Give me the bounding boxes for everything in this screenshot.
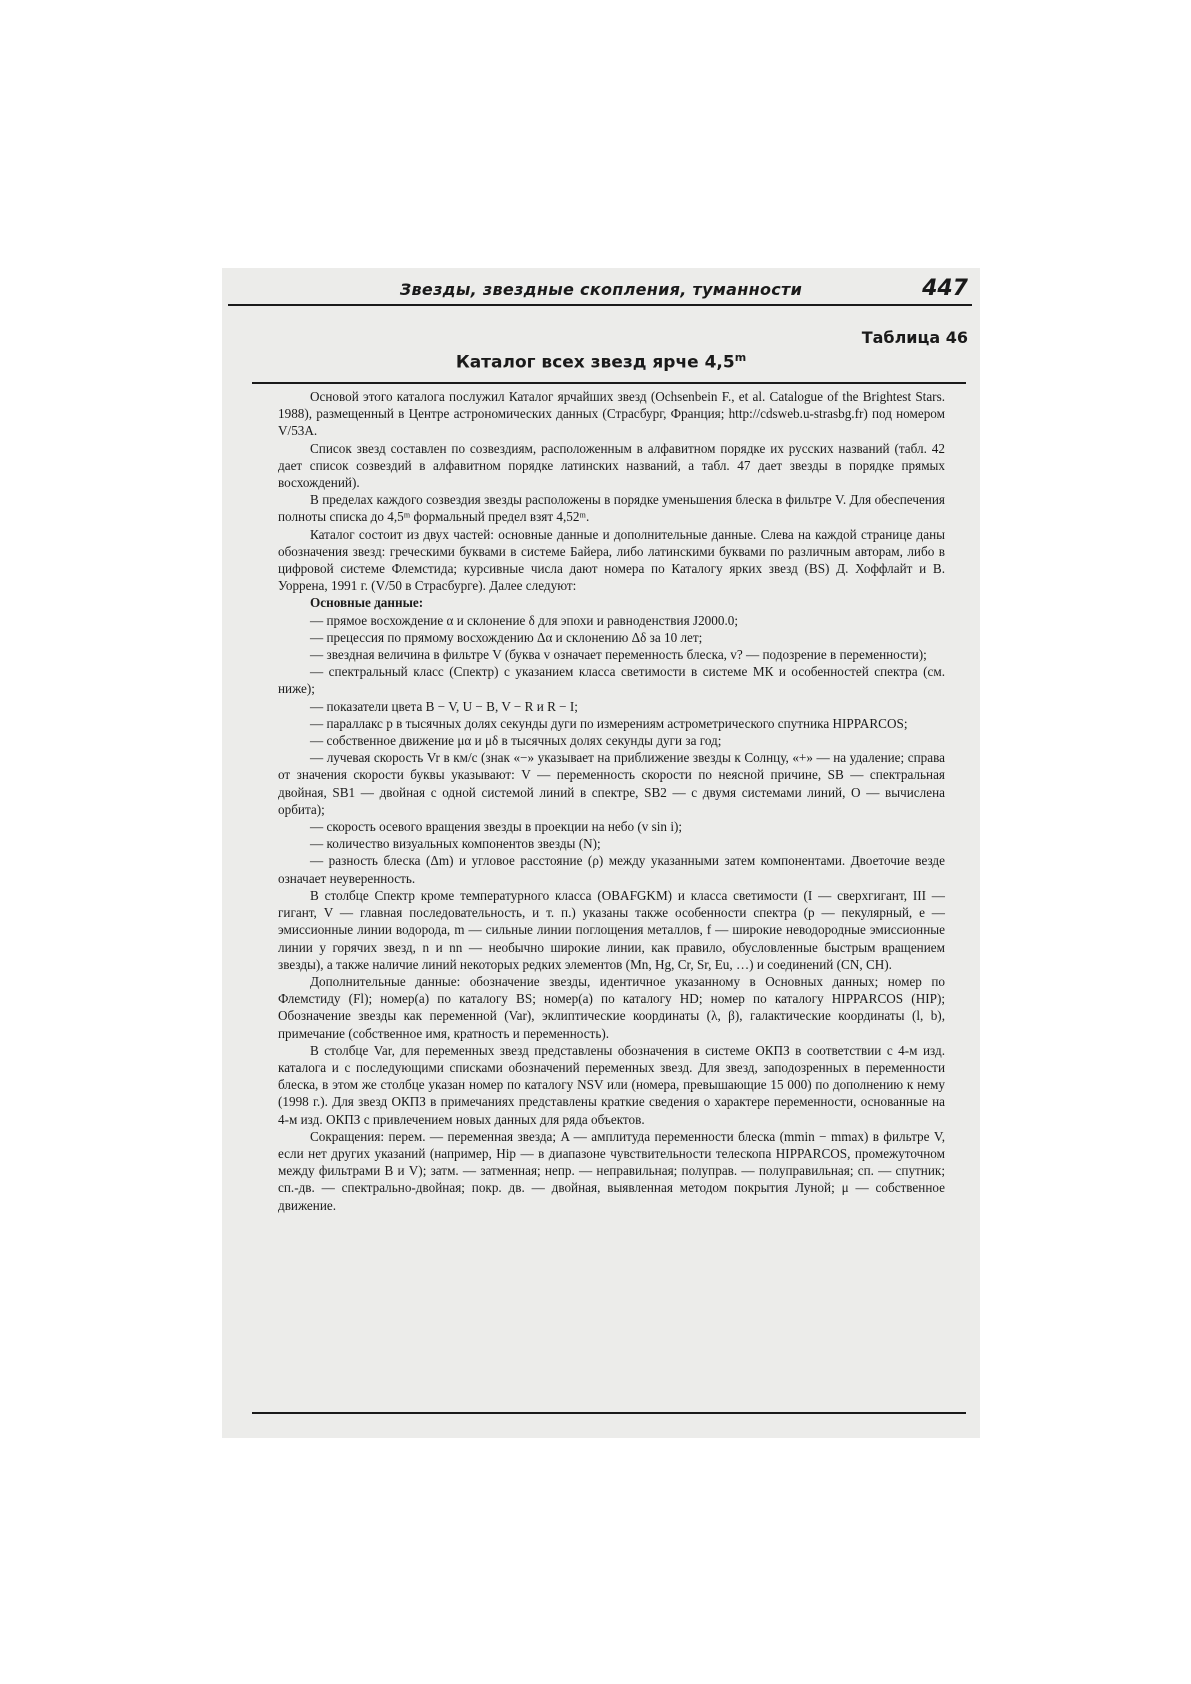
list-item: — звездная величина в фильтре V (буква v означает переменность блеска, v? — подозрение в переменности); [310, 647, 927, 663]
list-item: — лучевая скорость Vr в км/с (знак «−» указывает на приближение звезды к Солнцу, «+» — на удаление; справа от значения скорости буквы указывают: V — переменность скорости по неясной причине, SB — спектральная двойная, SB1 — двойная с одной системой линий в спектре, SB2 — с двумя системами линий, O — вычислена орбита); [278, 750, 945, 817]
book-page [222, 268, 980, 1438]
table-title-superscript: m [734, 351, 747, 364]
list-item: — показатели цвета B − V, U − B, V − R и R − I; [310, 698, 578, 714]
list-item: — собственное движение μα и μδ в тысячных долях секунды дуги за год; [310, 733, 722, 749]
list-item: — скорость осевого вращения звезды в проекции на небо (v sin i); [310, 819, 683, 835]
table-label: Таблица 46 [861, 328, 968, 347]
paragraph-additional-data: Дополнительные данные: обозначение звезды, идентичное указанному в Основных данных; номер по Флемстиду (Fl); номер(а) по каталогу BS; номер(а) по каталогу HD; номер по каталогу HIPPARCOS (HIP); Обозначение звезды как переменной (Var), эклиптические координаты (λ, β), галактические координаты (l, b), примечание (собственное имя, кратность и переменность). [278, 973, 945, 1041]
table-title [222, 351, 980, 373]
paragraph-order: Список звезд составлен по созвездиям, расположенным в алфавитном порядке их русских названий (табл. 42 дает список созвездий в алфавитном порядке латинских названий, а табл. 47 дает звезды в порядке прямых восхождений). [278, 440, 945, 491]
paragraph-spectrum: В столбце Спектр кроме температурного класса (OBAFGKM) и класса светимости (I — сверхгигант, III — гигант, V — главная последовательность, и т. п.) указаны также особенности спектра (p — пекулярный, e — эмиссионные линии водорода, m — сильные линии поглощения металлов, f — широкие неводородные эмиссионные линии у горячих звезд, n и nn — необычно широкие линии, как правило, обусловленные быстрым вращением звезды), а также наличие линий некоторых редких элементов (Mn, Hg, Cr, Sr, Eu, …) и соединений (CN, CH). [278, 887, 945, 972]
list-item: — прямое восхождение α и склонение δ для эпохи и равноденствия J2000.0; [310, 612, 738, 628]
bottom-rule [252, 1412, 966, 1414]
paragraph-intro: Основой этого каталога послужил Каталог ярчайших звезд (Ochsenbein F., et al. Catalogue of the Brightest Stars. 1988), размещенный в Центре астрономических данных (Страсбург, Франция; http://cdsweb.u-strasbg.fr) под номером V/53A. [278, 389, 945, 439]
running-title: Звезды, звездные скопления, туманности [399, 280, 803, 299]
list-item: — количество визуальных компонентов звезды (N); [310, 836, 601, 852]
paragraph-abbreviations: Сокращения: перем. — переменная звезда; A — амплитуда переменности блеска (mmin − mmax) в фильтре V, если нет других указаний (например, Hip — в диапазоне чувствительности телескопа HIPPARCOS, промежуточном между фильтрами B и V); затм. — затменная; непр. — неправильная; полуправ. — полуправильная; сп. — спутник; сп.-дв. — спектрально-двойная; покр. дв. — двойная, выявленная методом покрытия Луной; μ — собственное движение. [278, 1128, 945, 1213]
body-text [278, 388, 945, 1214]
table-title-text: Каталог всех звезд ярче 4,5 [455, 352, 735, 373]
page-number: 447 [922, 276, 968, 301]
paragraph-brightness: В пределах каждого созвездия звезды расположены в порядке уменьшения блеска в фильтре V. Для обеспечения полноты списка до 4,5ᵐ формальный предел взят 4,52ᵐ. [278, 492, 945, 525]
title-rule [252, 382, 966, 384]
paragraph-structure: Каталог состоит из двух частей: основные данные и дополнительные данные. Слева на каждой странице даны обозначения звезд: греческими буквами в системе Байера, либо латинскими буквами по различным авторам, либо в цифровой системе Флемстида; курсивные числа дают номера по Каталогу ярких звезд (BS) Д. Хоффлайт и В. Уоррена, 1991 г. (V/50 в Страсбурге). Далее следуют: [278, 526, 945, 594]
paragraph-main-data-heading: Основные данные: [310, 595, 424, 611]
paragraph-var-column: В столбце Var, для переменных звезд представлены обозначения в системе ОКПЗ в соответствии с 4-м изд. каталога и с последующими списками обозначений переменных звезд. Для звезд, заподозренных в переменности блеска, в этом же столбце указан номер по каталогу NSV или (номера, превышающие 15 000) по дополнению к нему (1998 г.). Для звезд ОКПЗ в примечаниях представлены краткие сведения о характере переменности, основанные на 4-м изд. ОКПЗ с привлечением новых данных для ряда объектов. [278, 1042, 945, 1127]
header-rule [228, 304, 972, 306]
list-item: — спектральный класс (Спектр) с указанием класса светимости в системе МК и особенностей спектра (см. ниже); [278, 664, 945, 697]
page-header [222, 276, 980, 312]
list-item: — разность блеска (Δm) и угловое расстояние (ρ) между указанными затем компонентами. Двоеточие везде означает неуверенность. [278, 853, 945, 886]
list-item: — параллакс p в тысячных долях секунды дуги по измерениям астрометрического спутника HIPPARCOS; [310, 715, 908, 731]
list-item: — прецессия по прямому восхождению Δα и склонению Δδ за 10 лет; [310, 629, 703, 645]
